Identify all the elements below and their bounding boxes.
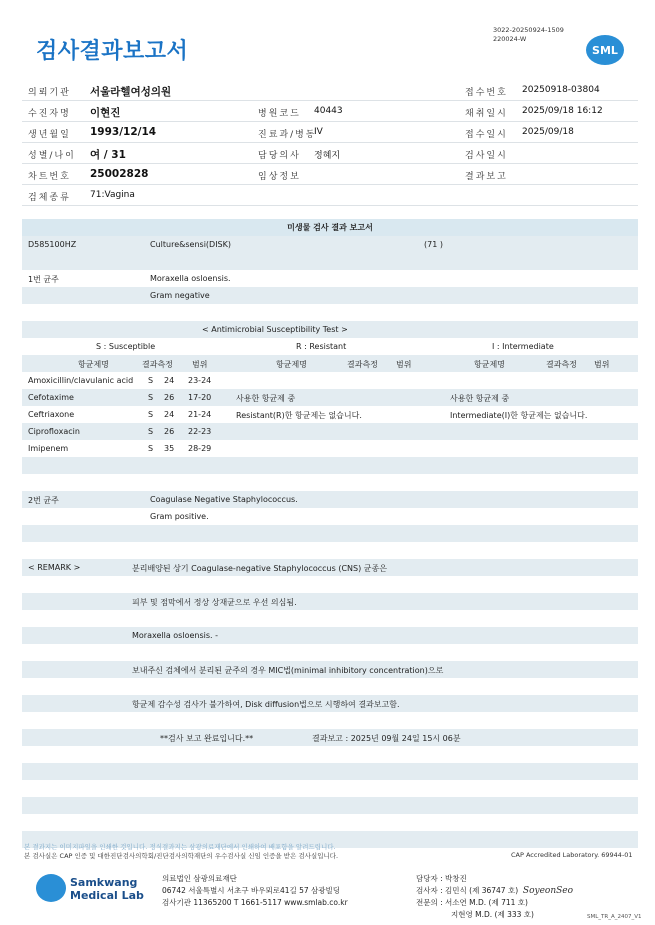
report-header: 미생물 검사 결과 보고서 <box>287 223 373 232</box>
col-drug: 항균제명 <box>474 360 505 369</box>
corp-address: 06742 서울특별시 서초구 바우뫼로41길 57 삼광빌딩 <box>162 886 341 895</box>
organism1-label: 1번 균주 <box>28 275 59 284</box>
report-row <box>22 440 638 457</box>
corp-contact: 검사기관 11365200 T 1661-5117 www.smlab.co.kr <box>162 898 348 907</box>
samkwang-logo-icon <box>36 874 66 902</box>
staff-signatures <box>416 873 573 921</box>
report-body <box>22 219 638 848</box>
drug-value: 24 <box>164 410 175 419</box>
resistant-note: 사용한 항균제 중 <box>236 394 296 403</box>
report-row <box>22 797 638 814</box>
susceptible-label: S : Susceptible <box>96 342 156 351</box>
report-row <box>22 644 638 661</box>
report-row <box>22 253 638 270</box>
info-value: 2025/09/18 16:12 <box>522 106 603 116</box>
info-value: 여 / 31 <box>90 149 126 161</box>
resistant-note: Resistant(R)한 항균제는 없습니다. <box>236 411 362 420</box>
staff-specialist2: 지현영 M.D. (제 333 호) <box>451 910 534 919</box>
ast-title: < Antimicrobial Susceptibility Test > <box>202 325 348 334</box>
drug-value: 35 <box>164 444 175 453</box>
info-label: 병원코드 <box>258 109 301 119</box>
print-notice: 본 결과지는 이미지파일을 인쇄한 것입니다. 정식결과지는 삼광의료재단에서 인쇄하여 배포함을 알려드립니다. <box>24 843 336 851</box>
organism1-gram: Gram negative <box>150 291 210 300</box>
col-result: 결과측정 <box>142 360 173 369</box>
remark-line: Moraxella osloensis. - <box>132 631 218 640</box>
info-value: 71:Vagina <box>90 190 135 200</box>
drug-sir: S <box>148 444 154 453</box>
report-row <box>22 287 638 304</box>
organism2-label: 2번 균주 <box>28 496 59 505</box>
report-row <box>22 576 638 593</box>
staff-specialist1: 전문의 : 서소연 M.D. (제 711 호) <box>416 898 528 907</box>
remark-label: < REMARK > <box>28 563 81 572</box>
info-label: 검체종류 <box>28 193 71 203</box>
remark-line: 항균제 감수성 검사가 불가하여, Disk diffusion법으로 시행하여 결과보고함. <box>132 700 400 709</box>
report-row <box>22 406 638 423</box>
info-row <box>22 80 638 101</box>
info-label: 임상정보 <box>258 172 301 182</box>
report-row <box>22 270 638 287</box>
report-row <box>22 559 638 576</box>
info-label: 담당의사 <box>258 151 301 161</box>
remark-line: 피부 및 점막에서 정상 상재균으로 우선 의심됨. <box>132 598 297 607</box>
remark-line: 분리배양된 상기 Coagulase-negative Staphylococcus (CNS) 균종은 <box>132 564 387 573</box>
document-id <box>493 26 564 44</box>
info-label: 진료과/병동 <box>258 130 317 140</box>
info-row <box>22 101 638 122</box>
drug-name: Amoxicillin/clavulanic acid <box>28 376 134 385</box>
col-range: 범위 <box>594 360 610 369</box>
col-result: 결과측정 <box>347 360 378 369</box>
test-number: (71 ) <box>424 240 443 249</box>
info-value: 1993/12/14 <box>90 126 157 138</box>
info-value: 40443 <box>314 106 343 116</box>
info-value: 20250918-03804 <box>522 85 600 95</box>
info-label: 성별/나이 <box>28 151 76 161</box>
test-code: D585100HZ <box>28 240 77 249</box>
col-drug: 항균제명 <box>78 360 109 369</box>
report-row <box>22 525 638 542</box>
drug-range: 17-20 <box>188 393 212 402</box>
report-row <box>22 372 638 389</box>
report-row <box>22 491 638 508</box>
info-value: 이현진 <box>90 107 121 119</box>
resistant-label: R : Resistant <box>296 342 347 351</box>
info-row <box>22 185 638 206</box>
staff-examiner: 검사자 : 김민식 (제 36747 호) SoyeonSeo <box>416 886 574 896</box>
report-row <box>22 338 638 355</box>
page-title: 검사결과보고서 <box>36 39 189 64</box>
info-label: 수진자명 <box>28 109 71 119</box>
info-value: 서울라헬여성의원 <box>90 86 172 98</box>
report-row <box>22 780 638 797</box>
drug-value: 24 <box>164 376 175 385</box>
report-row <box>22 695 638 712</box>
report-row <box>22 542 638 559</box>
info-value: IV <box>314 127 323 137</box>
col-result: 결과측정 <box>546 360 577 369</box>
report-row <box>22 508 638 525</box>
accreditation-notice: 본 검사실은 CAP 인증 및 대한진단검사의학회/진단검사의학재단의 우수검사실 신임 인증을 받은 검사실입니다. <box>24 852 339 860</box>
report-row <box>22 593 638 610</box>
remark-line: 보내주신 검체에서 분리된 균주의 경우 MIC법(minimal inhibitory concentration)으로 <box>132 666 444 675</box>
info-label: 차트번호 <box>28 172 71 182</box>
document-id-line1: 3022-20250924-1509 <box>493 26 564 34</box>
report-row <box>22 729 638 746</box>
report-row <box>22 304 638 321</box>
info-label: 접수번호 <box>465 88 508 98</box>
intermediate-note: 사용한 항균제 중 <box>450 394 510 403</box>
info-label: 의뢰기관 <box>28 88 71 98</box>
report-complete: **검사 보고 완료입니다.** <box>160 734 254 743</box>
drug-name: Ciprofloxacin <box>28 427 80 436</box>
col-range: 범위 <box>396 360 412 369</box>
corporation-info <box>162 873 348 909</box>
report-row <box>22 321 638 338</box>
drug-name: Ceftriaxone <box>28 410 75 419</box>
drug-sir: S <box>148 393 154 402</box>
report-row <box>22 389 638 406</box>
info-label: 채취일시 <box>465 109 508 119</box>
report-row <box>22 678 638 695</box>
report-time: 결과보고 : 2025년 09월 24일 15시 06분 <box>312 734 461 743</box>
report-row <box>22 763 638 780</box>
info-value: 25002828 <box>90 168 149 180</box>
signature: SoyeonSeo <box>522 886 574 896</box>
info-row <box>22 122 638 143</box>
drug-range: 21-24 <box>188 410 212 419</box>
info-value: 정혜지 <box>314 151 341 161</box>
info-label: 생년월일 <box>28 130 71 140</box>
brand-name <box>70 876 144 902</box>
report-row <box>22 627 638 644</box>
report-row <box>22 236 638 253</box>
organism2-gram: Gram positive. <box>150 512 209 521</box>
drug-value: 26 <box>164 427 175 436</box>
report-row <box>22 746 638 763</box>
intermediate-note: Intermediate(I)한 항균제는 없습니다. <box>450 411 588 420</box>
report-row <box>22 219 638 236</box>
staff-handler: 담당자 : 박창진 <box>416 874 467 883</box>
info-value: 2025/09/18 <box>522 127 574 137</box>
info-label: 검사일시 <box>465 151 508 161</box>
report-row <box>22 474 638 491</box>
test-name: Culture&sensi(DISK) <box>150 240 231 249</box>
drug-name: Imipenem <box>28 444 69 453</box>
cap-accreditation: CAP Accredited Laboratory. 69944-01 <box>511 851 633 859</box>
report-row <box>22 610 638 627</box>
patient-info-table <box>22 80 638 206</box>
drug-range: 28-29 <box>188 444 212 453</box>
drug-range: 22-23 <box>188 427 212 436</box>
col-drug: 항균제명 <box>276 360 307 369</box>
info-row <box>22 164 638 185</box>
info-row <box>22 143 638 164</box>
corp-name: 의료법인 삼광의료재단 <box>162 874 237 883</box>
drug-name: Cefotaxime <box>28 393 74 402</box>
report-row <box>22 712 638 729</box>
report-row <box>22 661 638 678</box>
sml-logo: SML <box>586 35 624 65</box>
drug-range: 23-24 <box>188 376 212 385</box>
drug-sir: S <box>148 376 154 385</box>
brand-name-line1: Samkwang <box>70 876 138 889</box>
report-row <box>22 355 638 372</box>
col-range: 범위 <box>192 360 208 369</box>
organism2-name: Coagulase Negative Staphylococcus. <box>150 495 298 504</box>
report-row <box>22 814 638 831</box>
brand-name-line2: Medical Lab <box>70 889 144 902</box>
form-version: SML_TR_A_2407_V1 <box>587 914 642 920</box>
info-label: 접수일시 <box>465 130 508 140</box>
drug-sir: S <box>148 410 154 419</box>
report-row <box>22 423 638 440</box>
drug-value: 26 <box>164 393 175 402</box>
document-id-line2: 220024-W <box>493 35 527 43</box>
info-label: 결과보고 <box>465 172 508 182</box>
drug-sir: S <box>148 427 154 436</box>
report-row <box>22 457 638 474</box>
intermediate-label: I : Intermediate <box>492 342 554 351</box>
organism1-name: Moraxella osloensis. <box>150 274 231 283</box>
